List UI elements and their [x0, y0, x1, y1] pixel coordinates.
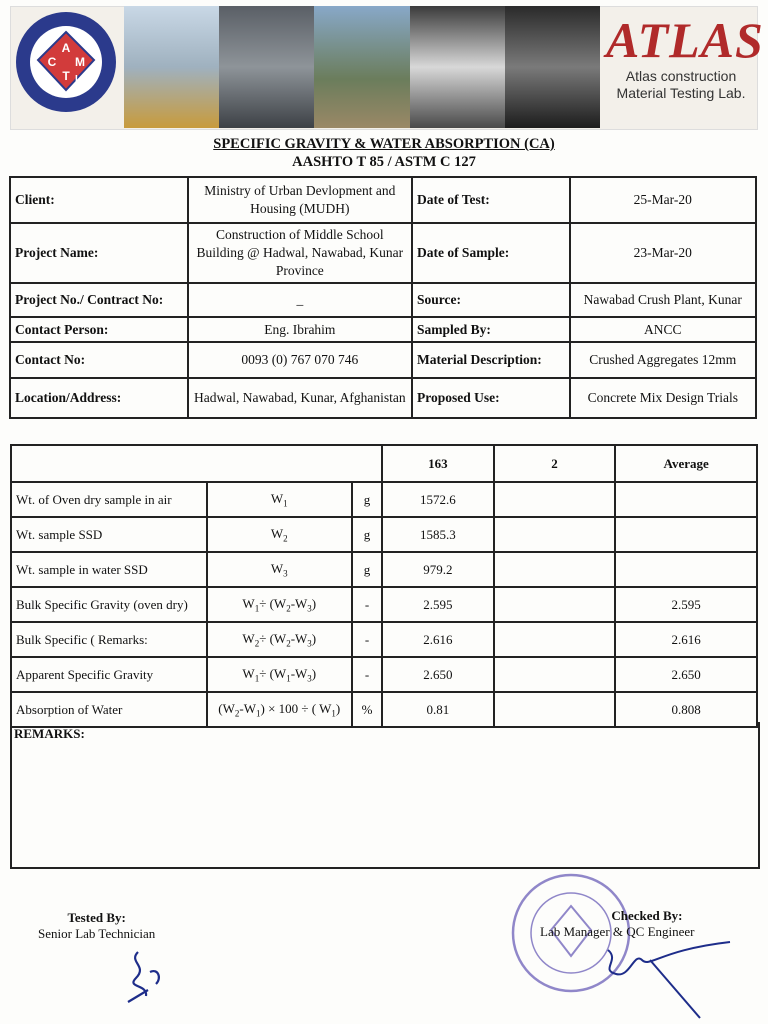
- contact-no-value: 0093 (0) 767 070 746: [188, 342, 412, 378]
- proposed-use-label: Proposed Use:: [412, 378, 570, 418]
- info-row-client: [10, 177, 756, 223]
- source-label: Source:: [412, 283, 570, 317]
- location-value: Hadwal, Nawabad, Kunar, Afghanistan: [188, 378, 412, 418]
- checked-by-label: Checked By:: [611, 908, 683, 923]
- client-label: Client:: [10, 177, 188, 223]
- row-label: Wt. sample SSD: [11, 517, 207, 552]
- sampled-by-label: Sampled By:: [412, 317, 570, 342]
- row-average: 2.616: [615, 622, 757, 657]
- info-row-contact-no: [10, 342, 756, 378]
- material-description-label: Material Description:: [412, 342, 570, 378]
- photo-bridge: [314, 6, 409, 128]
- header-sample-1: 163: [382, 445, 494, 482]
- row-formula: $W_2\div (W_2-W_3)$: [207, 622, 353, 657]
- logo-letter-c: C: [47, 55, 57, 69]
- atlas-wordmark: ATLAS: [606, 12, 764, 68]
- info-row-project-no: [10, 283, 756, 317]
- logo-letter-t: T: [62, 69, 70, 83]
- lab-photo-strip: [124, 6, 600, 128]
- proposed-use-value: Concrete Mix Design Trials: [570, 378, 756, 418]
- row-value-1: 1572.6: [382, 482, 494, 517]
- table-row: [11, 657, 757, 692]
- row-unit: g: [352, 552, 382, 587]
- source-value: Nawabad Crush Plant, Kunar: [570, 283, 756, 317]
- photo-site: [124, 6, 219, 128]
- logo-letter-m: M: [75, 55, 85, 69]
- row-unit: -: [352, 657, 382, 692]
- row-value-2: [494, 657, 616, 692]
- contact-person-label: Contact Person:: [10, 317, 188, 342]
- project-no-label: Project No./ Contract No:: [10, 283, 188, 317]
- table-row: [11, 552, 757, 587]
- checked-by-signature: [590, 930, 740, 1020]
- table-row: [11, 482, 757, 517]
- tested-by-label: Tested By:: [67, 910, 126, 925]
- material-description-value: Crushed Aggregates 12mm: [570, 342, 756, 378]
- photo-equipment: [505, 6, 600, 128]
- row-formula: $W_1\div (W_1-W_3)$: [207, 657, 353, 692]
- remarks-box: [10, 722, 760, 869]
- client-value: Ministry of Urban Devlopment and Housing (MUDH): [188, 177, 412, 223]
- date-of-sample-label: Date of Sample:: [412, 223, 570, 283]
- row-label: Bulk Specific Gravity (oven dry): [11, 587, 207, 622]
- row-value-1: 2.650: [382, 657, 494, 692]
- contact-no-label: Contact No:: [10, 342, 188, 378]
- results-table: [10, 444, 758, 728]
- header-average: Average: [615, 445, 757, 482]
- info-row-contact-person: [10, 317, 756, 342]
- tested-by-block: [38, 910, 155, 942]
- row-average: [615, 517, 757, 552]
- row-value-1: 1585.3: [382, 517, 494, 552]
- info-row-location: [10, 378, 756, 418]
- row-label: Bulk Specific ( Remarks:: [11, 622, 207, 657]
- row-label: Wt. of Oven dry sample in air: [11, 482, 207, 517]
- row-average: [615, 552, 757, 587]
- project-name-value: Construction of Middle School Building @ Hadwal, Nawabad, Kunar Province: [188, 223, 412, 283]
- row-formula: $W_3$: [207, 552, 353, 587]
- row-unit: -: [352, 622, 382, 657]
- row-label: Wt. sample in water SSD: [11, 552, 207, 587]
- lab-logo: [14, 10, 118, 114]
- logo-letter-l: L: [74, 74, 82, 85]
- date-of-test-value: 25-Mar-20: [570, 177, 756, 223]
- project-name-label: Project Name:: [10, 223, 188, 283]
- date-of-test-label: Date of Test:: [412, 177, 570, 223]
- project-no-value: _: [188, 283, 412, 317]
- row-label: Absorption of Water: [11, 692, 207, 727]
- remarks-label: REMARKS:: [14, 726, 85, 741]
- location-label: Location/Address:: [10, 378, 188, 418]
- row-unit: g: [352, 517, 382, 552]
- photo-machine: [219, 6, 314, 128]
- row-value-1: 979.2: [382, 552, 494, 587]
- brand-subtitle-1: Atlas construction: [625, 68, 737, 84]
- photo-lab: [410, 6, 505, 128]
- logo-letter-a: A: [61, 41, 71, 55]
- row-average: [615, 482, 757, 517]
- row-value-1: 0.81: [382, 692, 494, 727]
- date-of-sample-value: 23-Mar-20: [570, 223, 756, 283]
- row-label: Apparent Specific Gravity: [11, 657, 207, 692]
- report-standard: AASHTO T 85 / ASTM C 127: [292, 154, 476, 170]
- row-value-2: [494, 482, 616, 517]
- row-average: 2.650: [615, 657, 757, 692]
- table-row: [11, 622, 757, 657]
- row-unit: %: [352, 692, 382, 727]
- tested-by-role: Senior Lab Technician: [38, 926, 156, 941]
- row-formula: $W_1\div (W_2-W_3)$: [207, 587, 353, 622]
- table-row: [11, 587, 757, 622]
- row-formula: $W_2$: [207, 517, 353, 552]
- row-unit: g: [352, 482, 382, 517]
- table-row: [11, 517, 757, 552]
- row-average: 0.808: [615, 692, 757, 727]
- row-formula: $W_1$: [207, 482, 353, 517]
- report-title: SPECIFIC GRAVITY & WATER ABSORPTION (CA): [213, 136, 555, 152]
- header-sample-2: 2: [494, 445, 616, 482]
- brand-subtitle-2: Material Testing Lab.: [616, 85, 746, 101]
- row-formula: $(W_2-W_1) \times 100$ ÷ ( $W_1$): [207, 692, 353, 727]
- row-value-2: [494, 552, 616, 587]
- info-row-project: [10, 223, 756, 283]
- tested-by-signature: [118, 944, 178, 1010]
- sampled-by-value: ANCC: [570, 317, 756, 342]
- row-value-2: [494, 587, 616, 622]
- row-value-2: [494, 622, 616, 657]
- atlas-brand: [606, 12, 764, 122]
- results-header-row: [11, 445, 757, 482]
- row-value-1: 2.616: [382, 622, 494, 657]
- row-unit: -: [352, 587, 382, 622]
- row-average: 2.595: [615, 587, 757, 622]
- row-value-2: [494, 517, 616, 552]
- row-value-1: 2.595: [382, 587, 494, 622]
- header-blank: [11, 445, 382, 482]
- checked-by-role: Lab Manager & QC Engineer: [540, 924, 695, 939]
- contact-person-value: Eng. Ibrahim: [188, 317, 412, 342]
- project-info-table: [9, 176, 757, 419]
